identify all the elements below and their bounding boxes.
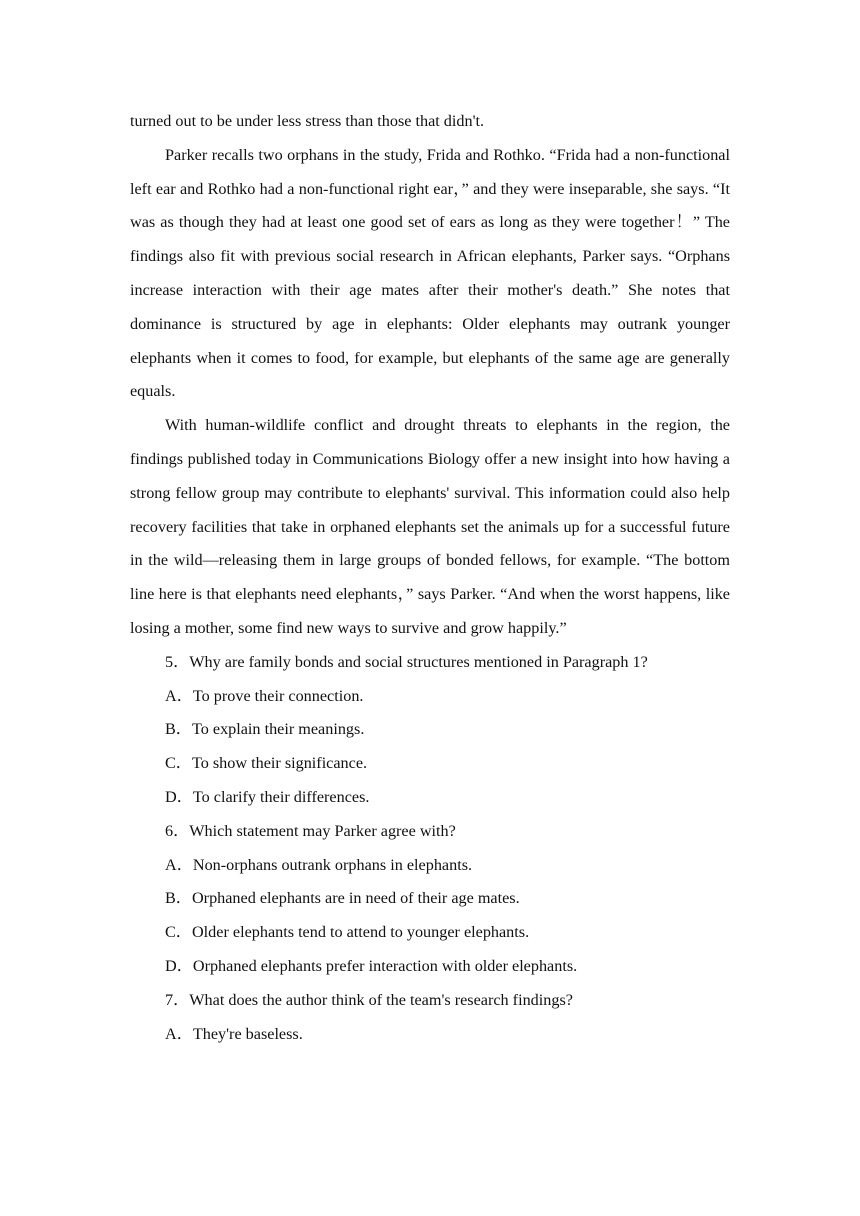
answer-option-a: A．To prove their connection. <box>165 686 364 705</box>
answer-option-c: C．Older elephants tend to attend to younger elephants. <box>165 923 530 942</box>
question-5 <box>130 646 730 815</box>
answer-option-d: D．Orphaned elephants prefer interaction with older elephants. <box>165 956 578 975</box>
answer-option-a: A．Non-orphans outrank orphans in elephants. <box>165 855 473 874</box>
question-stem: 7．What does the author think of the team's research findings? <box>165 990 573 1009</box>
passage-paragraph-conflict-drought: With human-wildlife conflict and drought threats to elephants in the region, the findings published today in Communications Biology offer a new insight into how having a strong fellow group may contribute to elephants' survival. This information could also help recovery facilities that take in orphaned elephants set the animals up for a successful future in the wild—releasing them in large groups of bonded fellows, for example. “The bottom line here is that elephants need elephants，” says Parker. “And when the worst happens, like losing a mother, some find new ways to survive and grow happily.” <box>130 416 730 637</box>
question-stem: 5．Why are family bonds and social structures mentioned in Paragraph 1? <box>165 652 648 671</box>
answer-option-b: B．Orphaned elephants are in need of their age mates. <box>165 889 520 908</box>
passage-paragraph-continuation: turned out to be under less stress than those that didn't. <box>130 112 485 130</box>
answer-option-c: C．To show their significance. <box>165 754 368 773</box>
question-6 <box>130 815 730 984</box>
page-content <box>130 105 730 1051</box>
passage-paragraph-parker-orphans: Parker recalls two orphans in the study, Frida and Rothko. “Frida had a non-functional left ear and Rothko had a non-functional right ear，” and they were inseparable, she says. “It was as though they had at least one good set of ears as long as they were together！” The findings also fit with previous social research in African elephants, Parker says. “Orphans increase interaction with their age mates after their mother's death.” She notes that dominance is structured by age in elephants: Older elephants may outrank younger elephants when it comes to food, for example, but elephants of the same age are generally equals. <box>130 145 730 401</box>
answer-option-a: A．They're baseless. <box>165 1024 303 1043</box>
question-7 <box>130 984 730 1052</box>
question-stem: 6．Which statement may Parker agree with? <box>165 821 456 840</box>
answer-option-d: D．To clarify their differences. <box>165 787 370 806</box>
answer-option-b: B．To explain their meanings. <box>165 720 365 739</box>
